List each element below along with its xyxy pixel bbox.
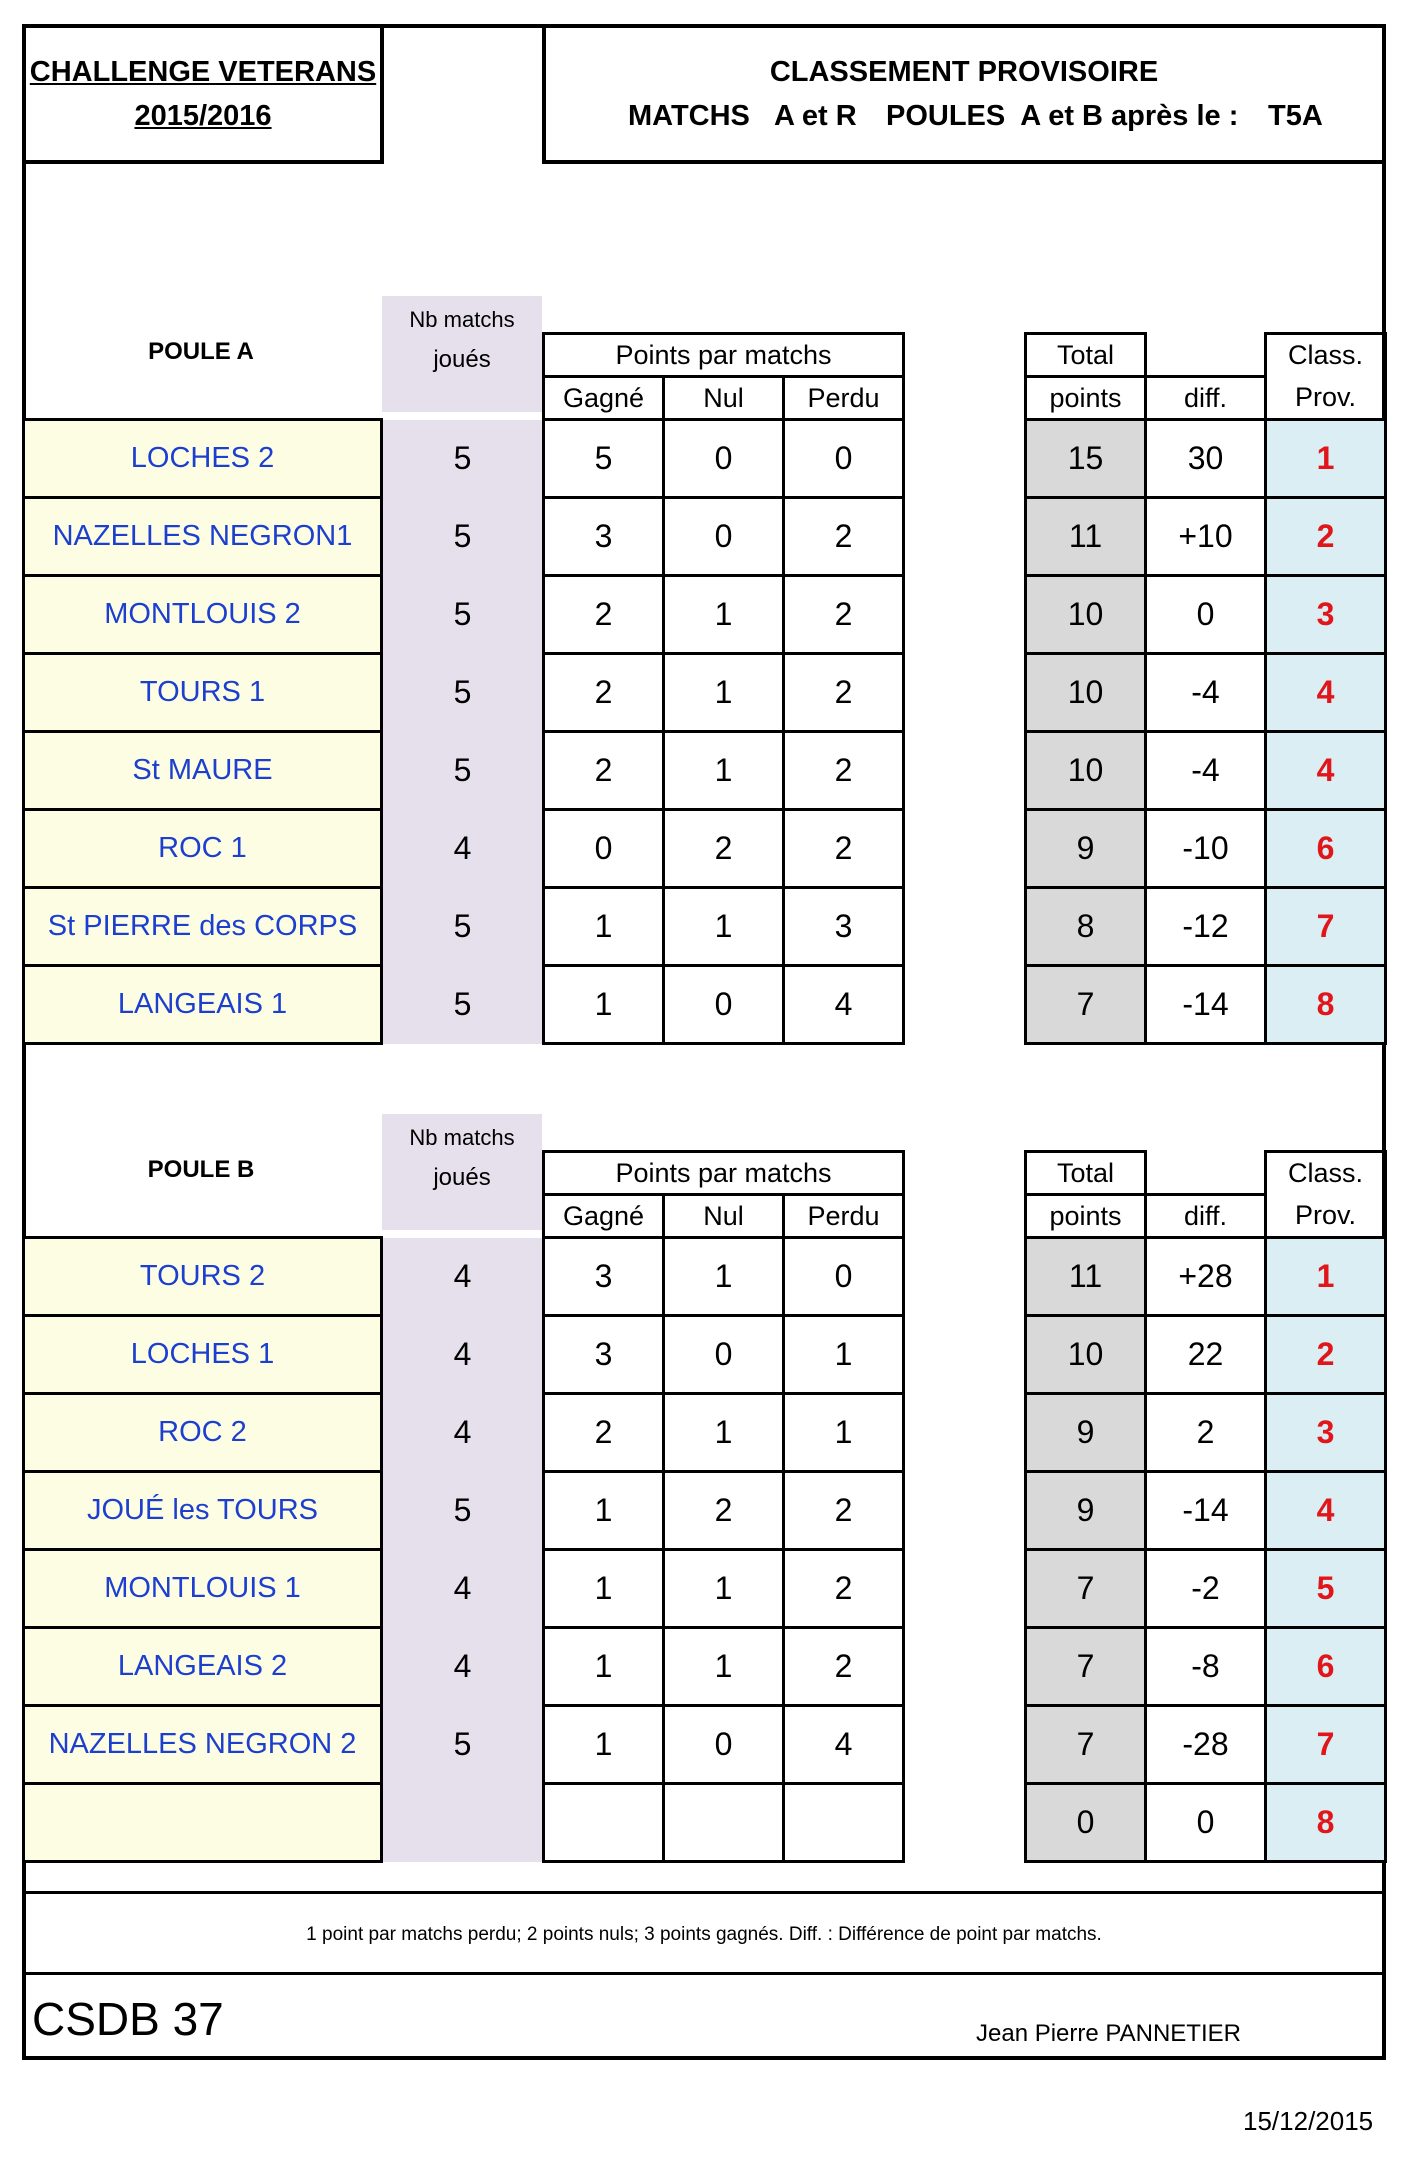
won-count: 2: [544, 732, 664, 810]
date-stamp: 15/12/2015: [1243, 2106, 1374, 2136]
team-name: ROC 1: [24, 810, 382, 888]
team-name: LOCHES 2: [24, 420, 382, 498]
spacer: [904, 498, 1026, 576]
spacer: [904, 966, 1026, 1044]
footer-author: Jean Pierre PANNETIER: [976, 2020, 1241, 2047]
total-points: 7: [1026, 966, 1146, 1044]
lost-count: 2: [784, 576, 904, 654]
spacer: [904, 888, 1026, 966]
point-difference: -14: [1146, 1472, 1266, 1550]
matchs-value: A et R: [774, 100, 857, 132]
nul-header: Nul: [664, 377, 784, 420]
joues-label: joués: [433, 1164, 491, 1191]
draw-count: 0: [664, 1316, 784, 1394]
table-row: [24, 1628, 1386, 1706]
points-par-matchs-header: Points par matchs: [544, 1152, 904, 1195]
spacer: [904, 732, 1026, 810]
won-count: 1: [544, 1472, 664, 1550]
provisional-rank: 8: [1266, 1784, 1386, 1862]
total-header: Total: [1026, 1152, 1146, 1195]
lost-count: 2: [784, 1628, 904, 1706]
poules-label: POULES A et B après le :: [886, 100, 1239, 132]
draw-count: [664, 1784, 784, 1862]
matches-played: 5: [382, 420, 544, 498]
team-name: MONTLOUIS 2: [24, 576, 382, 654]
provisional-rank: 4: [1266, 654, 1386, 732]
points-header: points: [1026, 377, 1146, 420]
draw-count: 1: [664, 1628, 784, 1706]
legend-top-rule: [26, 1891, 1382, 1894]
nul-header: Nul: [664, 1195, 784, 1238]
total-points: 10: [1026, 732, 1146, 810]
lost-count: 2: [784, 654, 904, 732]
classement-title-box: [542, 24, 1386, 164]
total-points: 9: [1026, 810, 1146, 888]
draw-count: 0: [664, 1706, 784, 1784]
team-name: St PIERRE des CORPS: [24, 888, 382, 966]
won-count: 2: [544, 654, 664, 732]
total-points: 7: [1026, 1628, 1146, 1706]
season: 2015/2016: [134, 100, 272, 132]
point-difference: -4: [1146, 654, 1266, 732]
team-name: MONTLOUIS 1: [24, 1550, 382, 1628]
table-row: [24, 420, 1386, 498]
provisional-rank: 3: [1266, 576, 1386, 654]
table-row: [24, 1238, 1386, 1316]
draw-count: 2: [664, 810, 784, 888]
gagne-header: Gagné: [544, 377, 664, 420]
team-name: [24, 1784, 382, 1862]
table-row: [24, 576, 1386, 654]
won-count: 2: [544, 1394, 664, 1472]
total-points: 10: [1026, 654, 1146, 732]
matches-played: 4: [382, 1316, 544, 1394]
total-points: 0: [1026, 1784, 1146, 1862]
total-points: 7: [1026, 1550, 1146, 1628]
provisional-rank: 7: [1266, 888, 1386, 966]
won-count: 1: [544, 966, 664, 1044]
won-count: 1: [544, 1706, 664, 1784]
lost-count: 4: [784, 1706, 904, 1784]
legend-text: 1 point par matchs perdu; 2 points nuls; 3 points gagnés. Diff. : Différence de point par matchs.: [306, 1924, 1102, 1945]
table-row: [24, 966, 1386, 1044]
won-count: 2: [544, 576, 664, 654]
provisional-rank: 4: [1266, 1472, 1386, 1550]
draw-count: 0: [664, 966, 784, 1044]
nb-matchs-label: Nb matchs: [409, 1125, 515, 1150]
total-points: 11: [1026, 1238, 1146, 1316]
spacer: [904, 1472, 1026, 1550]
point-difference: 0: [1146, 1784, 1266, 1862]
lost-count: 2: [784, 1472, 904, 1550]
diff-header: diff.: [1146, 377, 1266, 420]
matches-played: 4: [382, 1238, 544, 1316]
prov-header: Prov.: [1266, 1195, 1386, 1238]
spacer: [904, 1784, 1026, 1862]
matches-played: 5: [382, 498, 544, 576]
spacer: [904, 1550, 1026, 1628]
table-row: [24, 810, 1386, 888]
lost-count: [784, 1784, 904, 1862]
point-difference: -8: [1146, 1628, 1266, 1706]
total-points: 9: [1026, 1472, 1146, 1550]
nb-matchs-label: Nb matchs: [409, 307, 515, 332]
lost-count: 4: [784, 966, 904, 1044]
draw-count: 1: [664, 888, 784, 966]
draw-count: 0: [664, 498, 784, 576]
matches-played: 5: [382, 732, 544, 810]
spacer: [904, 1394, 1026, 1472]
table-row: [24, 732, 1386, 810]
team-name: TOURS 2: [24, 1238, 382, 1316]
poule-b-table: [22, 1150, 1387, 1863]
points-par-matchs-header: Points par matchs: [544, 334, 904, 377]
team-name: ROC 2: [24, 1394, 382, 1472]
total-points: 11: [1026, 498, 1146, 576]
lost-count: 3: [784, 888, 904, 966]
spacer: [904, 1628, 1026, 1706]
matches-played: 5: [382, 654, 544, 732]
won-count: 3: [544, 498, 664, 576]
spacer: [904, 1706, 1026, 1784]
point-difference: 0: [1146, 576, 1266, 654]
classement-title: CLASSEMENT PROVISOIRE: [769, 56, 1159, 88]
team-name: TOURS 1: [24, 654, 382, 732]
spacer: [904, 1238, 1026, 1316]
draw-count: 1: [664, 576, 784, 654]
perdu-header: Perdu: [784, 377, 904, 420]
table-row: [24, 1784, 1386, 1862]
matches-played: 5: [382, 1472, 544, 1550]
poule-a-table: [22, 332, 1387, 1045]
lost-count: 2: [784, 732, 904, 810]
won-count: 3: [544, 1316, 664, 1394]
table-row: [24, 654, 1386, 732]
point-difference: +10: [1146, 498, 1266, 576]
table-row: [24, 1394, 1386, 1472]
draw-count: 1: [664, 1394, 784, 1472]
team-name: LOCHES 1: [24, 1316, 382, 1394]
point-difference: +28: [1146, 1238, 1266, 1316]
provisional-rank: 1: [1266, 1238, 1386, 1316]
won-count: 1: [544, 1550, 664, 1628]
provisional-rank: 2: [1266, 498, 1386, 576]
poule-b-label: POULE B: [147, 1156, 255, 1183]
matches-played: 5: [382, 576, 544, 654]
table-row: [24, 1706, 1386, 1784]
table-row: [24, 1550, 1386, 1628]
lost-count: 2: [784, 498, 904, 576]
footer-org: CSDB 37: [32, 1993, 224, 2045]
joues-label: joués: [433, 346, 491, 373]
point-difference: -28: [1146, 1706, 1266, 1784]
provisional-rank: 3: [1266, 1394, 1386, 1472]
point-difference: -10: [1146, 810, 1266, 888]
matches-played: 4: [382, 1394, 544, 1472]
footer-top-rule: [26, 1972, 1382, 1975]
point-difference: -4: [1146, 732, 1266, 810]
provisional-rank: 2: [1266, 1316, 1386, 1394]
won-count: 1: [544, 1628, 664, 1706]
matches-played: [382, 1784, 544, 1862]
total-points: 15: [1026, 420, 1146, 498]
point-difference: -12: [1146, 888, 1266, 966]
lost-count: 0: [784, 420, 904, 498]
lost-count: 0: [784, 1238, 904, 1316]
matches-played: 4: [382, 1550, 544, 1628]
round-label: T5A: [1268, 100, 1323, 132]
draw-count: 1: [664, 1238, 784, 1316]
challenge-title: CHALLENGE VETERANS: [29, 56, 377, 88]
matches-played: 5: [382, 1706, 544, 1784]
table-row: [24, 888, 1386, 966]
table-row: [24, 498, 1386, 576]
matches-played: 5: [382, 888, 544, 966]
lost-count: 2: [784, 1550, 904, 1628]
matches-played: 4: [382, 810, 544, 888]
team-name: NAZELLES NEGRON1: [24, 498, 382, 576]
provisional-rank: 7: [1266, 1706, 1386, 1784]
total-points: 7: [1026, 1706, 1146, 1784]
won-count: 0: [544, 810, 664, 888]
spacer: [904, 576, 1026, 654]
draw-count: 1: [664, 1550, 784, 1628]
point-difference: -2: [1146, 1550, 1266, 1628]
matchs-label: MATCHS: [628, 100, 750, 132]
total-points: 8: [1026, 888, 1146, 966]
team-name: JOUÉ les TOURS: [24, 1472, 382, 1550]
matchs-line: [546, 94, 1382, 138]
challenge-title-box: [22, 24, 384, 164]
perdu-header: Perdu: [784, 1195, 904, 1238]
spacer: [904, 420, 1026, 498]
prov-header: Prov.: [1266, 377, 1386, 420]
matches-played: 5: [382, 966, 544, 1044]
matches-played: 4: [382, 1628, 544, 1706]
provisional-rank: 6: [1266, 1628, 1386, 1706]
team-name: LANGEAIS 2: [24, 1628, 382, 1706]
lost-count: 1: [784, 1394, 904, 1472]
diff-header: diff.: [1146, 1195, 1266, 1238]
total-points: 9: [1026, 1394, 1146, 1472]
point-difference: 2: [1146, 1394, 1266, 1472]
total-header: Total: [1026, 334, 1146, 377]
gagne-header: Gagné: [544, 1195, 664, 1238]
spacer: [904, 654, 1026, 732]
point-difference: 30: [1146, 420, 1266, 498]
draw-count: 0: [664, 420, 784, 498]
point-difference: 22: [1146, 1316, 1266, 1394]
lost-count: 1: [784, 1316, 904, 1394]
poule-a-label: POULE A: [148, 338, 254, 365]
total-points: 10: [1026, 1316, 1146, 1394]
point-difference: -14: [1146, 966, 1266, 1044]
won-count: 5: [544, 420, 664, 498]
team-name: St MAURE: [24, 732, 382, 810]
team-name: LANGEAIS 1: [24, 966, 382, 1044]
table-row: [24, 1316, 1386, 1394]
won-count: 1: [544, 888, 664, 966]
draw-count: 1: [664, 654, 784, 732]
class-header: Class.: [1266, 334, 1386, 377]
draw-count: 1: [664, 732, 784, 810]
provisional-rank: 6: [1266, 810, 1386, 888]
lost-count: 2: [784, 810, 904, 888]
provisional-rank: 4: [1266, 732, 1386, 810]
draw-count: 2: [664, 1472, 784, 1550]
spacer: [904, 810, 1026, 888]
provisional-rank: 8: [1266, 966, 1386, 1044]
provisional-rank: 1: [1266, 420, 1386, 498]
spacer: [904, 1316, 1026, 1394]
points-header: points: [1026, 1195, 1146, 1238]
class-header: Class.: [1266, 1152, 1386, 1195]
provisional-rank: 5: [1266, 1550, 1386, 1628]
team-name: NAZELLES NEGRON 2: [24, 1706, 382, 1784]
won-count: [544, 1784, 664, 1862]
won-count: 3: [544, 1238, 664, 1316]
table-row: [24, 1472, 1386, 1550]
total-points: 10: [1026, 576, 1146, 654]
